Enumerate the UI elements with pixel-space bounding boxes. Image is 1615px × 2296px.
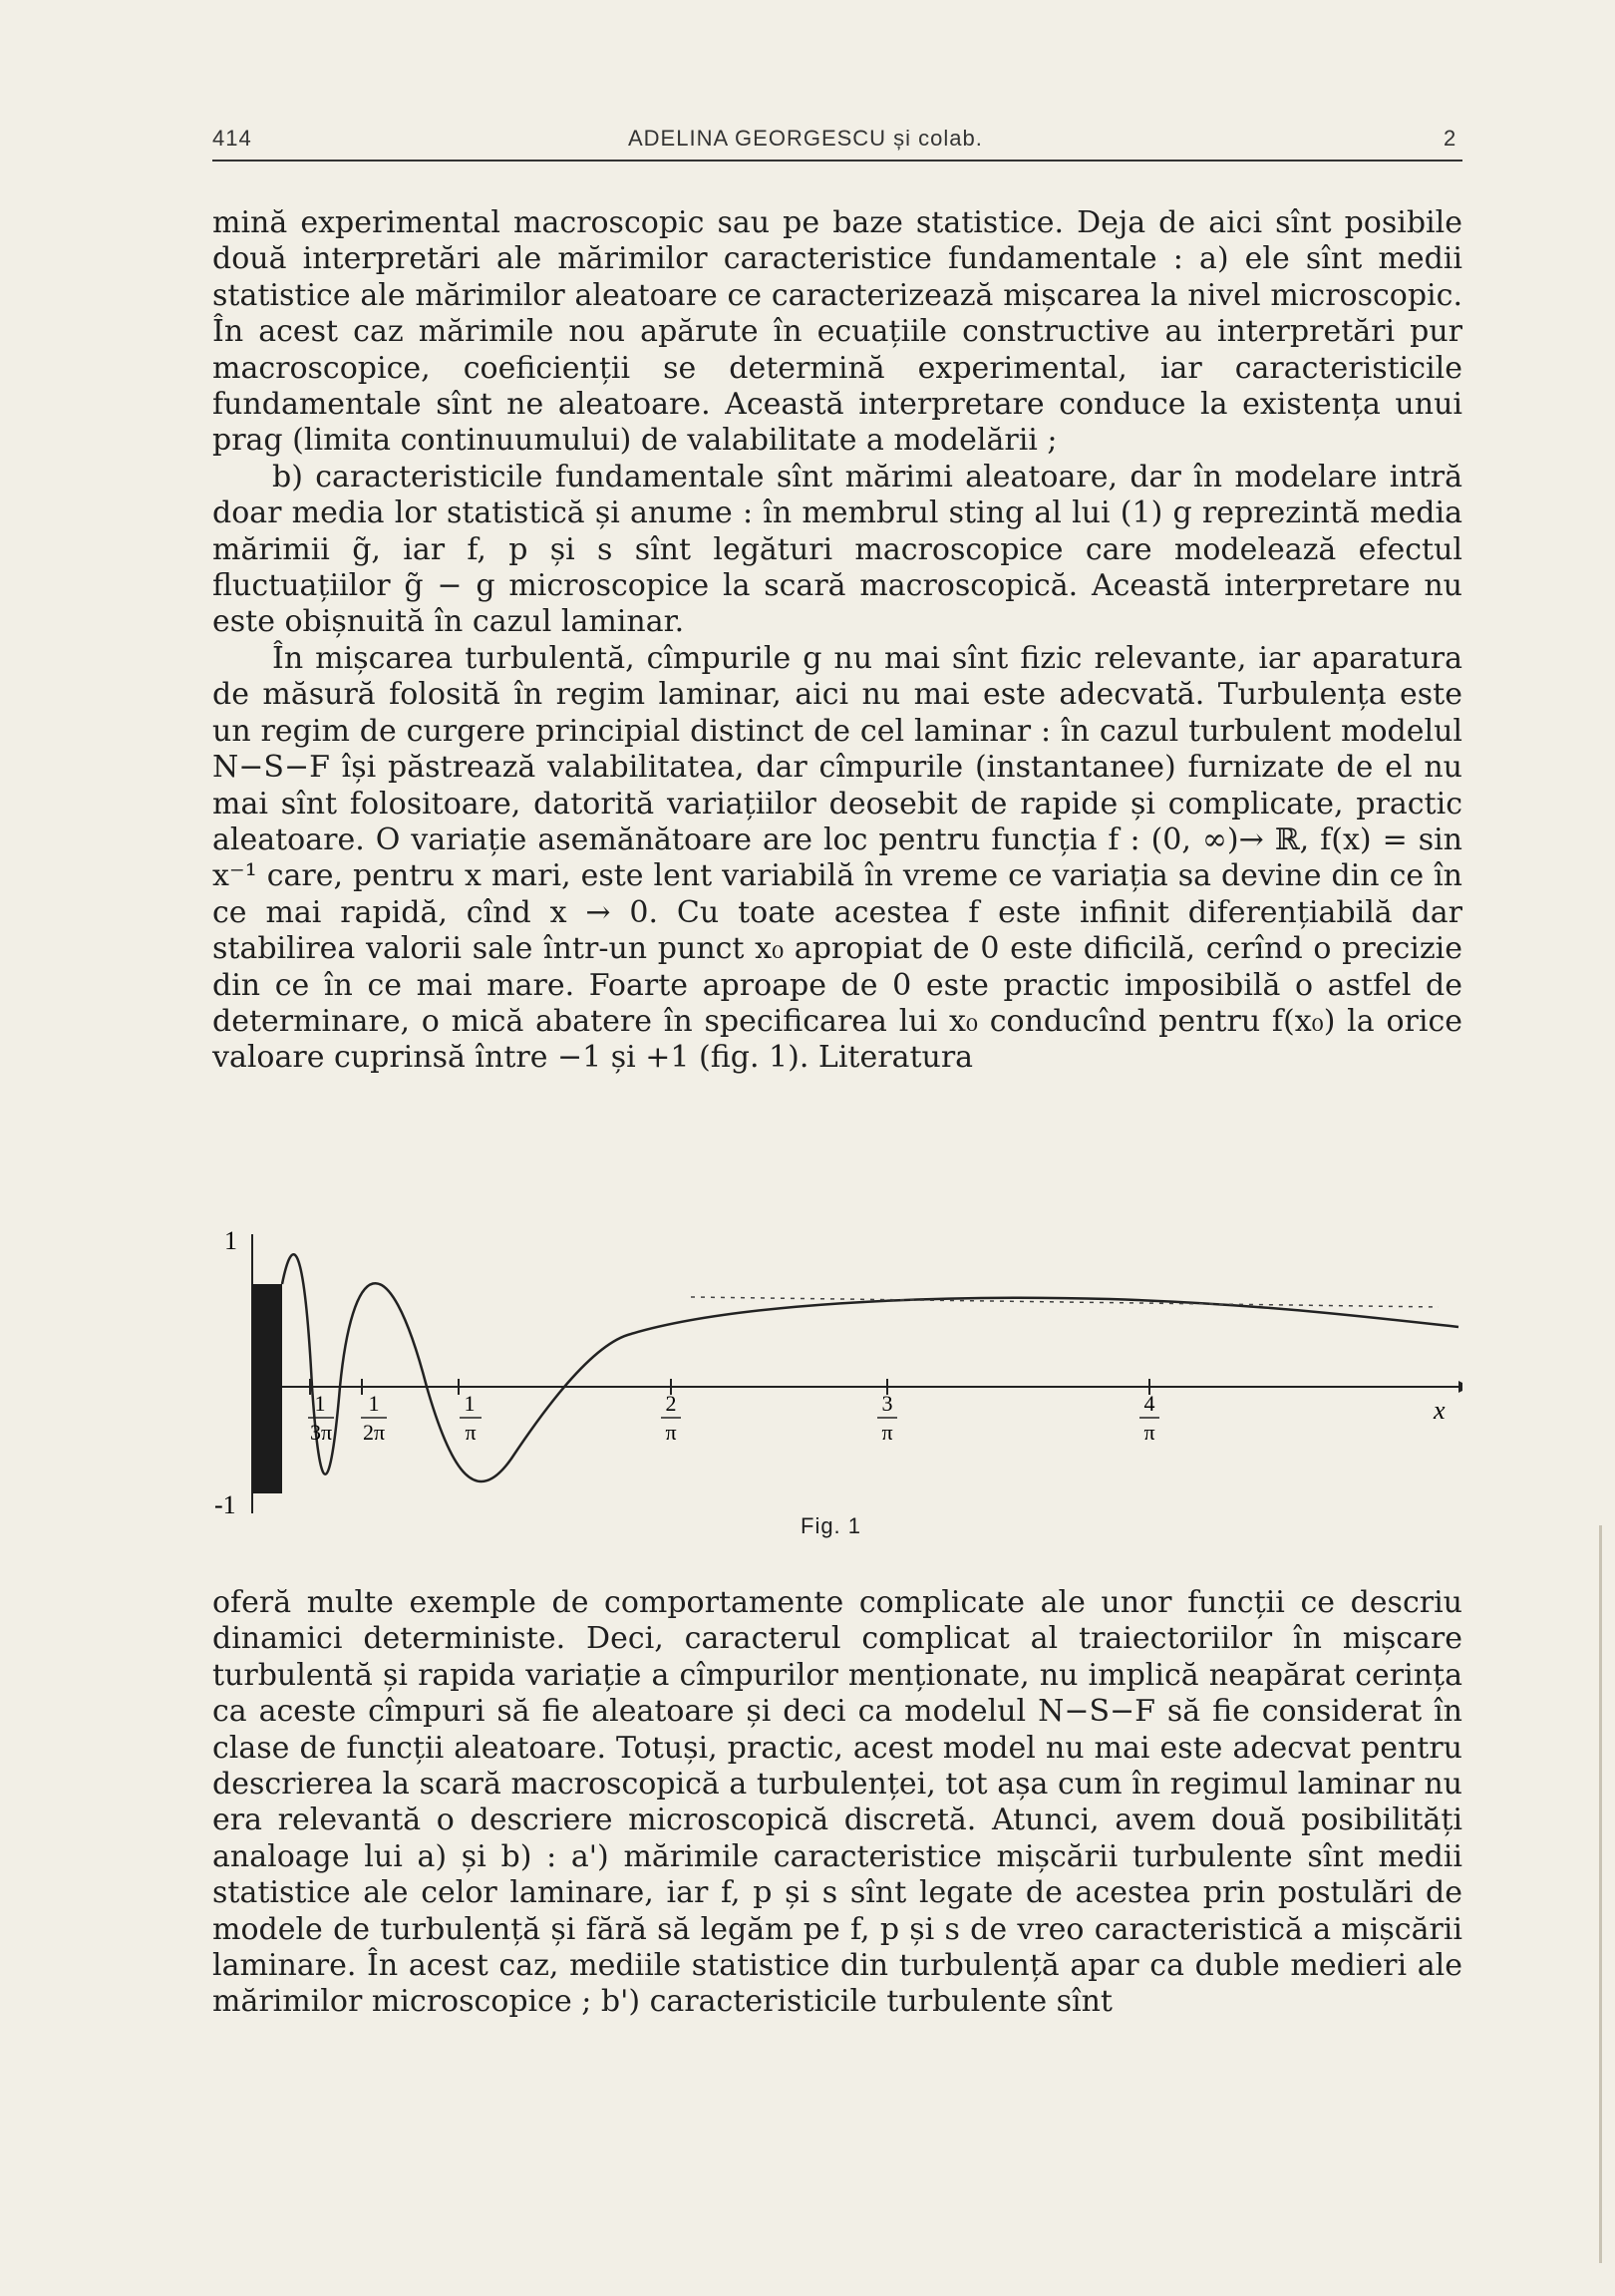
tick-label-num: 1 [368, 1391, 380, 1416]
tick-label-num: 3 [881, 1391, 893, 1416]
page-number: 414 [212, 126, 252, 151]
paragraph: mină experimental macroscopic sau pe baze statistice. Deja de aici sînt posibile două interpretări ale mărimilor caracteristice fundamentale : a) ele sînt medii statistice ale mărimilor aleatoare ce caracterizează mișcarea la nivel microscopic. În acest caz mărimile nou apărute în ecuațiile constructive au interpretări pur macroscopice, coeficienții se determină experimental, iar caracteristicile fundamentale sînt ne aleatoare. Această interpretare conduce la existența unui prag (limita continuumului) de valabilitate a modelării ; [212, 205, 1462, 459]
figure-caption: Fig. 1 [801, 1513, 862, 1538]
x-axis-arrow [1458, 1381, 1462, 1393]
text-block-bottom [212, 1585, 1462, 2021]
paragraph: b) caracteristicile fundamentale sînt mărimi aleatoare, dar în modelare intră doar media lor statistică și anume : în membrul sting al lui (1) g reprezintă media mărimii g̃, iar f, p și s sînt legături macroscopice care modelează efectul fluctuațiilor g̃ − g microscopice la scară macroscopică. Această interpretare nu este obișnuită în cazul laminar. [212, 459, 1462, 640]
header-rule [212, 160, 1462, 162]
tick-label-den: π [881, 1420, 893, 1445]
dense-oscillation [252, 1284, 282, 1493]
margin-mark [1599, 1525, 1602, 2263]
tick-label-num: 4 [1143, 1391, 1155, 1416]
running-header [212, 118, 1458, 158]
text-block-top [212, 205, 1462, 1077]
tick-label-den: 3π [309, 1420, 333, 1445]
tick-label-den: π [465, 1420, 477, 1445]
running-title: ADELINA GEORGESCU și colab. [628, 126, 983, 151]
x-axis-label: x [1434, 1396, 1446, 1425]
y-top-label: 1 [224, 1226, 237, 1255]
tick-label-den: π [665, 1420, 677, 1445]
tick-label-num: 1 [464, 1391, 476, 1416]
sin-inverse-plot [212, 1224, 1462, 1523]
tick-label-den: π [1143, 1420, 1155, 1445]
paragraph: oferă multe exemple de comportamente complicate ale unor funcții ce descriu dinamici deterministe. Deci, caracterul complicat al traiectoriilor în mișcare turbulentă și rapida variație a cîmpurilor menționate, nu implică neapărat cerința ca aceste cîmpuri să fie aleatoare și deci ca modelul N−S−F să fie considerat în clase de funcții aleatoare. Totuși, practic, acest model nu mai este adecvat pentru descrierea la scară macroscopică a turbulenței, tot așa cum în regimul laminar nu era relevantă o descriere microscopică discretă. Atunci, avem două posibilități analoage lui a) și b) : a') mărimile caracteristice mișcării turbulente sînt medii statistice ale celor laminare, iar f, p și s sînt legate de acestea prin postulări de modele de turbulență și fără să legăm pe f, p și s de vreo caracteristică a mișcării laminare. În acest caz, mediile statistice din turbulență apar ca duble medieri ale mărimilor microscopice ; b') caracteristicile turbulente sînt [212, 1585, 1462, 2020]
paragraph: În mișcarea turbulentă, cîmpurile g nu mai sînt fizic relevante, iar aparatura de măsură folosită în regim laminar, aici nu mai este adecvată. Turbulența este un regim de curgere principial distinct de cel laminar : în cazul turbulent modelul N−S−F își păstrează valabilitatea, dar cîmpurile (instantanee) furnizate de el nu mai sînt folositoare, datorită variațiilor deosebit de rapide și complicate, practic aleatoare. O variație asemănătoare are loc pentru funcția f : (0, ∞)→ ℝ, f(x) = sin x⁻¹ care, pentru x mari, este lent variabilă în vreme ce variația sa devine din ce în ce mai rapidă, cînd x → 0. Cu toate acestea f este infinit diferențiabilă dar stabilirea valorii sale într-un punct x₀ apropiat de 0 este dificilă, cerînd o precizie din ce în ce mai mare. Foarte aproape de 0 este practic imposibilă o astfel de determinare, o mică abatere în specificarea lui x₀ conducînd pentru f(x₀) la orice valoare cuprinsă între −1 și +1 (fig. 1). Literatura [212, 640, 1462, 1076]
curve [282, 1254, 1458, 1481]
figure-1 [212, 1224, 1462, 1553]
tick-label-den: 2π [362, 1420, 386, 1445]
tick-label-num: 2 [665, 1391, 677, 1416]
tick-label-num: 1 [314, 1391, 326, 1416]
section-number: 2 [1444, 126, 1457, 151]
y-bottom-label: -1 [214, 1490, 236, 1519]
